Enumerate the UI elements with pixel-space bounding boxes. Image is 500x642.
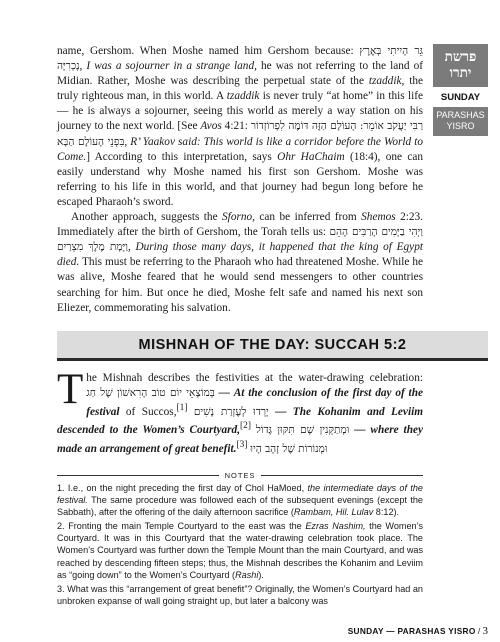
text: can be inferred from: [254, 211, 362, 224]
source-name: Avos: [200, 120, 222, 133]
term: Ezras Nashim,: [305, 521, 366, 532]
divider-line: [57, 475, 219, 476]
translation: , R’ Yaakov said: This world is like a corridor before the World to Come.: [57, 135, 424, 163]
hebrew-quote: וּמְתַקְּנִין שָׁם תִּקּוּן גָּדוֹל: [255, 423, 350, 436]
parasha-english-box: [433, 107, 488, 136]
mishnah-body: [57, 366, 424, 456]
hebrew-quote: וּמְנוֹרוֹת שֶׁל זָהָב הָיוּ: [250, 442, 328, 455]
source-name: Ohr HaChaim: [277, 150, 345, 163]
text: 1. I.e., on the night preceding the first day of Chol HaMoed,: [57, 483, 308, 493]
text: he Mishnah describes the festivities at the water-drawing celebration:: [86, 372, 423, 384]
text: the truly righteous man, in this world. A: [57, 75, 423, 103]
mishnah-title: MISHNAH OF THE DAY: SUCCAH 5:2: [138, 336, 407, 353]
footnote-1: [57, 482, 423, 518]
text: of Succos,: [119, 405, 177, 418]
term: tzaddik,: [368, 75, 405, 88]
paragraph-sforno: [57, 210, 423, 316]
text: is never truly “at home” in this life — he is always a sojourner, seeing this world as merely a way station on his journey to the next world. [See: [57, 90, 424, 133]
text: 4:21:: [221, 120, 251, 133]
text: 3. What was this “arrangement of great benefit”? Originally, the Women’s Courtyard had an unbroken expanse of wall going straight up, but later a balcony was: [57, 583, 423, 606]
source-name: Sforno,: [222, 211, 255, 224]
text: 8:12).: [373, 507, 400, 518]
translation: — The Kohanim and Leviim descended to the Women’s Courtyard,: [57, 405, 424, 436]
translation: — At the conclusion of the first day of the festival: [86, 386, 423, 418]
parasha-hebrew-line2: יתרו: [449, 65, 472, 81]
page-number: 3: [482, 625, 488, 637]
parasha-line1: PARASHAS: [436, 110, 485, 120]
notes-label: NOTES: [224, 471, 256, 480]
footnote-ref: [2]: [240, 421, 251, 432]
text: ).: [258, 569, 264, 580]
footnote-ref: [1]: [176, 402, 188, 413]
mishnah-section-header: [57, 331, 488, 361]
drop-cap: T: [57, 366, 84, 413]
notes-divider: [57, 471, 423, 480]
text: 2:23. Immediately after the birth of Gershom, the Torah tells us:: [57, 211, 424, 239]
parasha-hebrew-box: [433, 44, 488, 87]
parasha-sidebar: [433, 44, 488, 136]
hebrew-quote: יָרְדוּ לְעֶזְרַת נָשִׁים: [193, 405, 269, 418]
parasha-hebrew-line1: פרשת: [444, 49, 477, 65]
text: the intermediate days of the festival.: [57, 483, 423, 506]
text: (18:4), one can easily understand why Moshe named his first son Gershom. Moshe was referring to his life in this world, and that journey had begun long before he escaped Pharaoh’s sword.: [57, 150, 423, 208]
text: ] According to this interpretation, says: [86, 150, 278, 163]
running-footer: SUNDAY — PARASHAS YISRO: [347, 626, 476, 636]
text: Another approach, suggests the: [71, 211, 223, 224]
paragraph-gershom: [57, 44, 423, 210]
hebrew-quote: רַבִּי יַעֲקֹב אוֹמֵר: הָעוֹלָם הַזֶּה דּוֹמֶה לִפְרוֹזְדוֹר בִּפְנֵי הָעוֹלָם הַבָּא: [57, 120, 423, 148]
hebrew-quote: גֵּר הָיִיתִי בְּאֶרֶץ נָכְרִיָּה: [57, 45, 423, 73]
text: The same procedure was followed each of the subsequent evenings (except the Sabbath), after the offering of the daily afternoon sacrifice (: [57, 495, 423, 518]
text: This must be referring to the Pharaoh who had threatened Moshe. While he was alive, Moshe feared that he would send messengers to other countries searching for him. But once he died, Moshe felt safe and named his next son Eliezer, commemorating his salvation.: [57, 256, 423, 314]
day-label: SUNDAY: [440, 92, 481, 103]
source-name: Rambam, Hil. Lulav: [293, 507, 374, 518]
parasha-line2: YISRO: [446, 121, 475, 131]
footer-separator: /: [475, 626, 483, 636]
source-name: Shemos: [361, 211, 396, 224]
footnote-ref: [3]: [236, 439, 248, 450]
hebrew-quote: וַיְהִי בַיָּמִים הָרַבִּים הָהֵם וַיָּמָת מֶלֶךְ מִצְרַיִם: [57, 226, 423, 254]
text: 2. Fronting the main Temple Courtyard to the east was the: [57, 521, 306, 532]
text: he was not referring to the land of Midian. Rather, Moshe was describing the perpetual state of the: [57, 60, 423, 88]
translation: , During those many days, it happened that the king of Egypt died.: [57, 241, 423, 269]
source-name: Rashi: [235, 569, 259, 580]
page-footer: [57, 625, 488, 637]
divider-line: [261, 475, 423, 476]
term: tzaddik: [226, 90, 260, 103]
translation: — where they made an arrangement of great benefit.: [57, 423, 423, 455]
main-commentary: [57, 44, 423, 316]
text: the Women’s Courtyard. It was in this Courtyard that the water-drawing celebration took place. The Women’s Courtyard was further down the Temple Mount than the main Courtyard, and was reached by descending fifteen steps; thus, the Mishnah describes the Kohanim and Leviim as “going down” to the Women’s Courtyard (: [57, 521, 423, 580]
hebrew-quote: בְּמוֹצָאֵי יוֹם טוֹב הָרִאשׁוֹן שֶׁל חַג: [86, 386, 215, 399]
footnote-3: [57, 583, 423, 607]
footnotes: [57, 482, 423, 609]
translation: , I was a sojourner in a strange land,: [79, 60, 257, 73]
footnote-2: [57, 520, 423, 580]
text: name, Gershom. When Moshe named him Gershom because:: [57, 45, 360, 57]
